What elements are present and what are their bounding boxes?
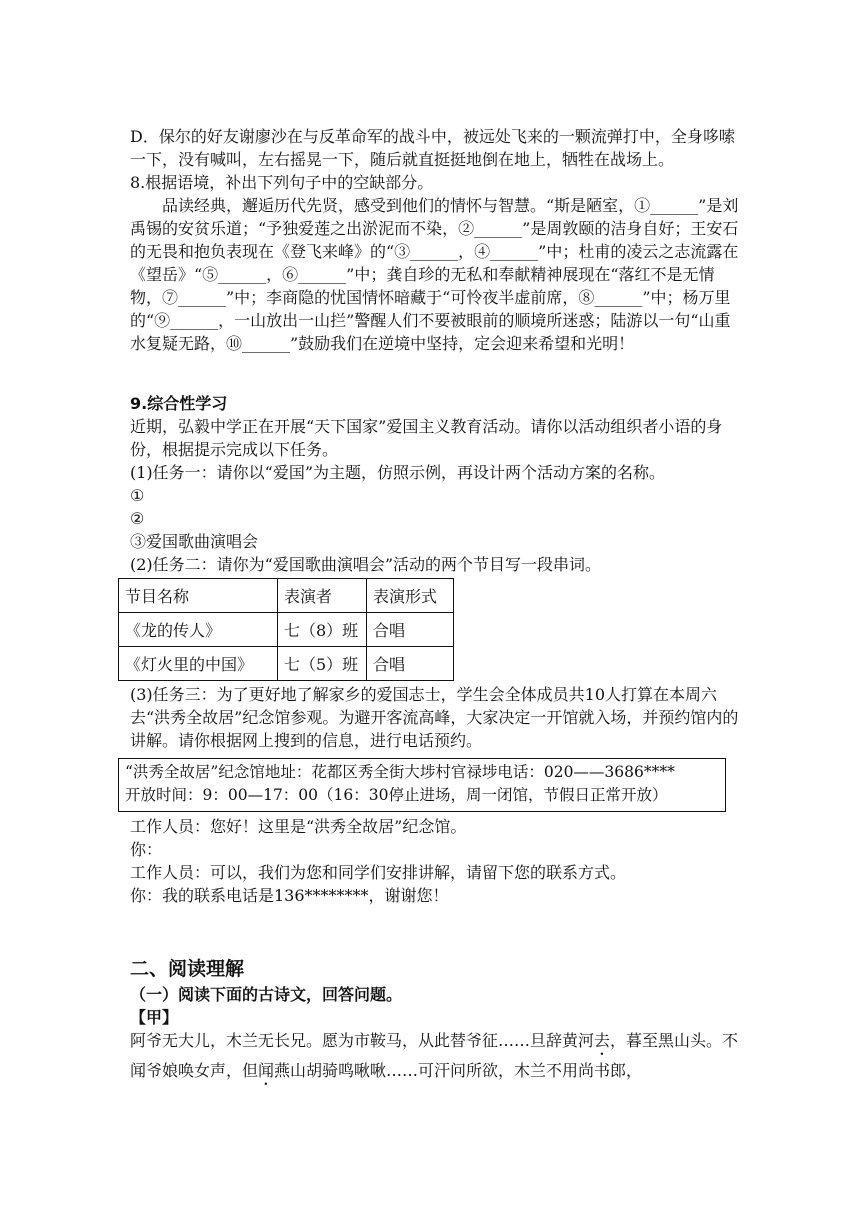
table-cell: 《龙的传人》 <box>119 613 278 647</box>
table-cell: 七（5）班 <box>278 647 367 681</box>
q8-body: 品读经典，邂逅历代先贤，感受到他们的情怀与智慧。“斯是陋室，①______”是刘禹锡的安贫乐道；“予独爱莲之出淤泥而不染，②______”是周敦颐的洁身自好；王安石的无畏和抱负表现在《登飞来峰》的“③______，④______”中；杜甫的凌云之志流露在《望岳》“⑤______，⑥______”中；龚自珍的无私和奉献精神展现在“落红不是无情物，⑦______”中；李商隐的忧国情怀暗藏于“可怜夜半虚前席，⑧______”中；杨万里的“⑨______，一山放出一山拦”警醒人们不要被眼前的顺境所迷惑；陆游以一句“山重水复疑无路，⑩______”鼓励我们在逆境中坚持，定会迎来希望和光明！ <box>130 196 739 353</box>
museum-address: “洪秀全故居”纪念馆地址：花都区秀全街大埗村官禄埗电话：020——3686**** <box>125 763 675 781</box>
passage-part: 阿爷无大儿，木兰无长兄。愿为市鞍马，从此替爷征……旦辞黄河 <box>130 1031 595 1050</box>
program-table <box>118 578 454 681</box>
table-cell: 《灯火里的中国》 <box>119 647 278 681</box>
dialog-line: 你： <box>130 840 163 859</box>
museum-hours: 开放时间：9：00—17：00（16：30停止进场，周一闭馆，节假日正常开放） <box>125 786 668 804</box>
table-cell: 合唱 <box>367 613 454 647</box>
table-header-cell: 节目名称 <box>119 579 278 613</box>
table-cell: 合唱 <box>367 647 454 681</box>
dialog-line: 你：我的联系电话是136********，谢谢您！ <box>130 886 449 905</box>
q9-item1: ① <box>130 486 145 505</box>
table-row <box>119 647 454 681</box>
table-header-row <box>119 579 454 613</box>
q9-task1: (1)任务一：请你以“爱国”为主题，仿照示例，再设计两个活动方案的名称。 <box>130 463 666 482</box>
q9-intro: 近期，弘毅中学正在开展“天下国家”爱国主义教育活动。请你以活动组织者小语的身份，根据提示完成以下任务。 <box>130 417 723 459</box>
section-subtitle: （一）阅读下面的古诗文，回答问题。 <box>130 985 403 1004</box>
passage-part: ，暮至黑山头。不闻爷娘唤女声，但 <box>130 1031 739 1080</box>
passage-text <box>130 1029 740 1089</box>
section-title: 二、阅读理解 <box>130 958 245 980</box>
q9-task3: (3)任务三：为了更好地了解家乡的爱国志士，学生会全体成员共10人打算在本周六去“洪秀全故居”纪念馆参观。为避开客流高峰，大家决定一开馆就入场，并预约馆内的讲解。请你根据网上搜到的信息，进行电话预约。 <box>130 685 739 750</box>
passage-label: 【甲】 <box>130 1008 179 1027</box>
emphasized-char: 闻 <box>258 1061 275 1080</box>
table-row <box>119 613 454 647</box>
q9-title: 9.综合性学习 <box>130 394 228 413</box>
q8-title: 8.根据语境，补出下列句子中的空缺部分。 <box>130 173 434 192</box>
table-header-cell: 表演者 <box>278 579 367 613</box>
table-header-cell: 表演形式 <box>367 579 454 613</box>
passage-part: 燕山胡骑鸣啾啾……可汗问所欲，木兰不用尚书郎， <box>274 1061 643 1080</box>
document-page <box>125 125 740 1089</box>
museum-info-box <box>118 758 726 812</box>
dialog-line: 工作人员：您好！这里是“洪秀全故居”纪念馆。 <box>130 817 467 836</box>
q9-item2: ② <box>130 509 145 528</box>
q9-task2: (2)任务二：请你为“爱国歌曲演唱会”活动的两个节目写一段串词。 <box>130 555 602 574</box>
option-d-text: D．保尔的好友谢廖沙在与反革命军的战斗中，被远处飞来的一颗流弹打中，全身哆嗦一下，没有喊叫，左右摇晃一下，随后就直挺挺地倒在地上，牺牲在战场上。 <box>130 127 735 169</box>
table-cell: 七（8）班 <box>278 613 367 647</box>
emphasized-char: 去 <box>594 1031 611 1050</box>
q9-item3: ③爱国歌曲演唱会 <box>130 532 259 551</box>
dialog-line: 工作人员：可以，我们为您和同学们安排讲解，请留下您的联系方式。 <box>130 863 627 882</box>
